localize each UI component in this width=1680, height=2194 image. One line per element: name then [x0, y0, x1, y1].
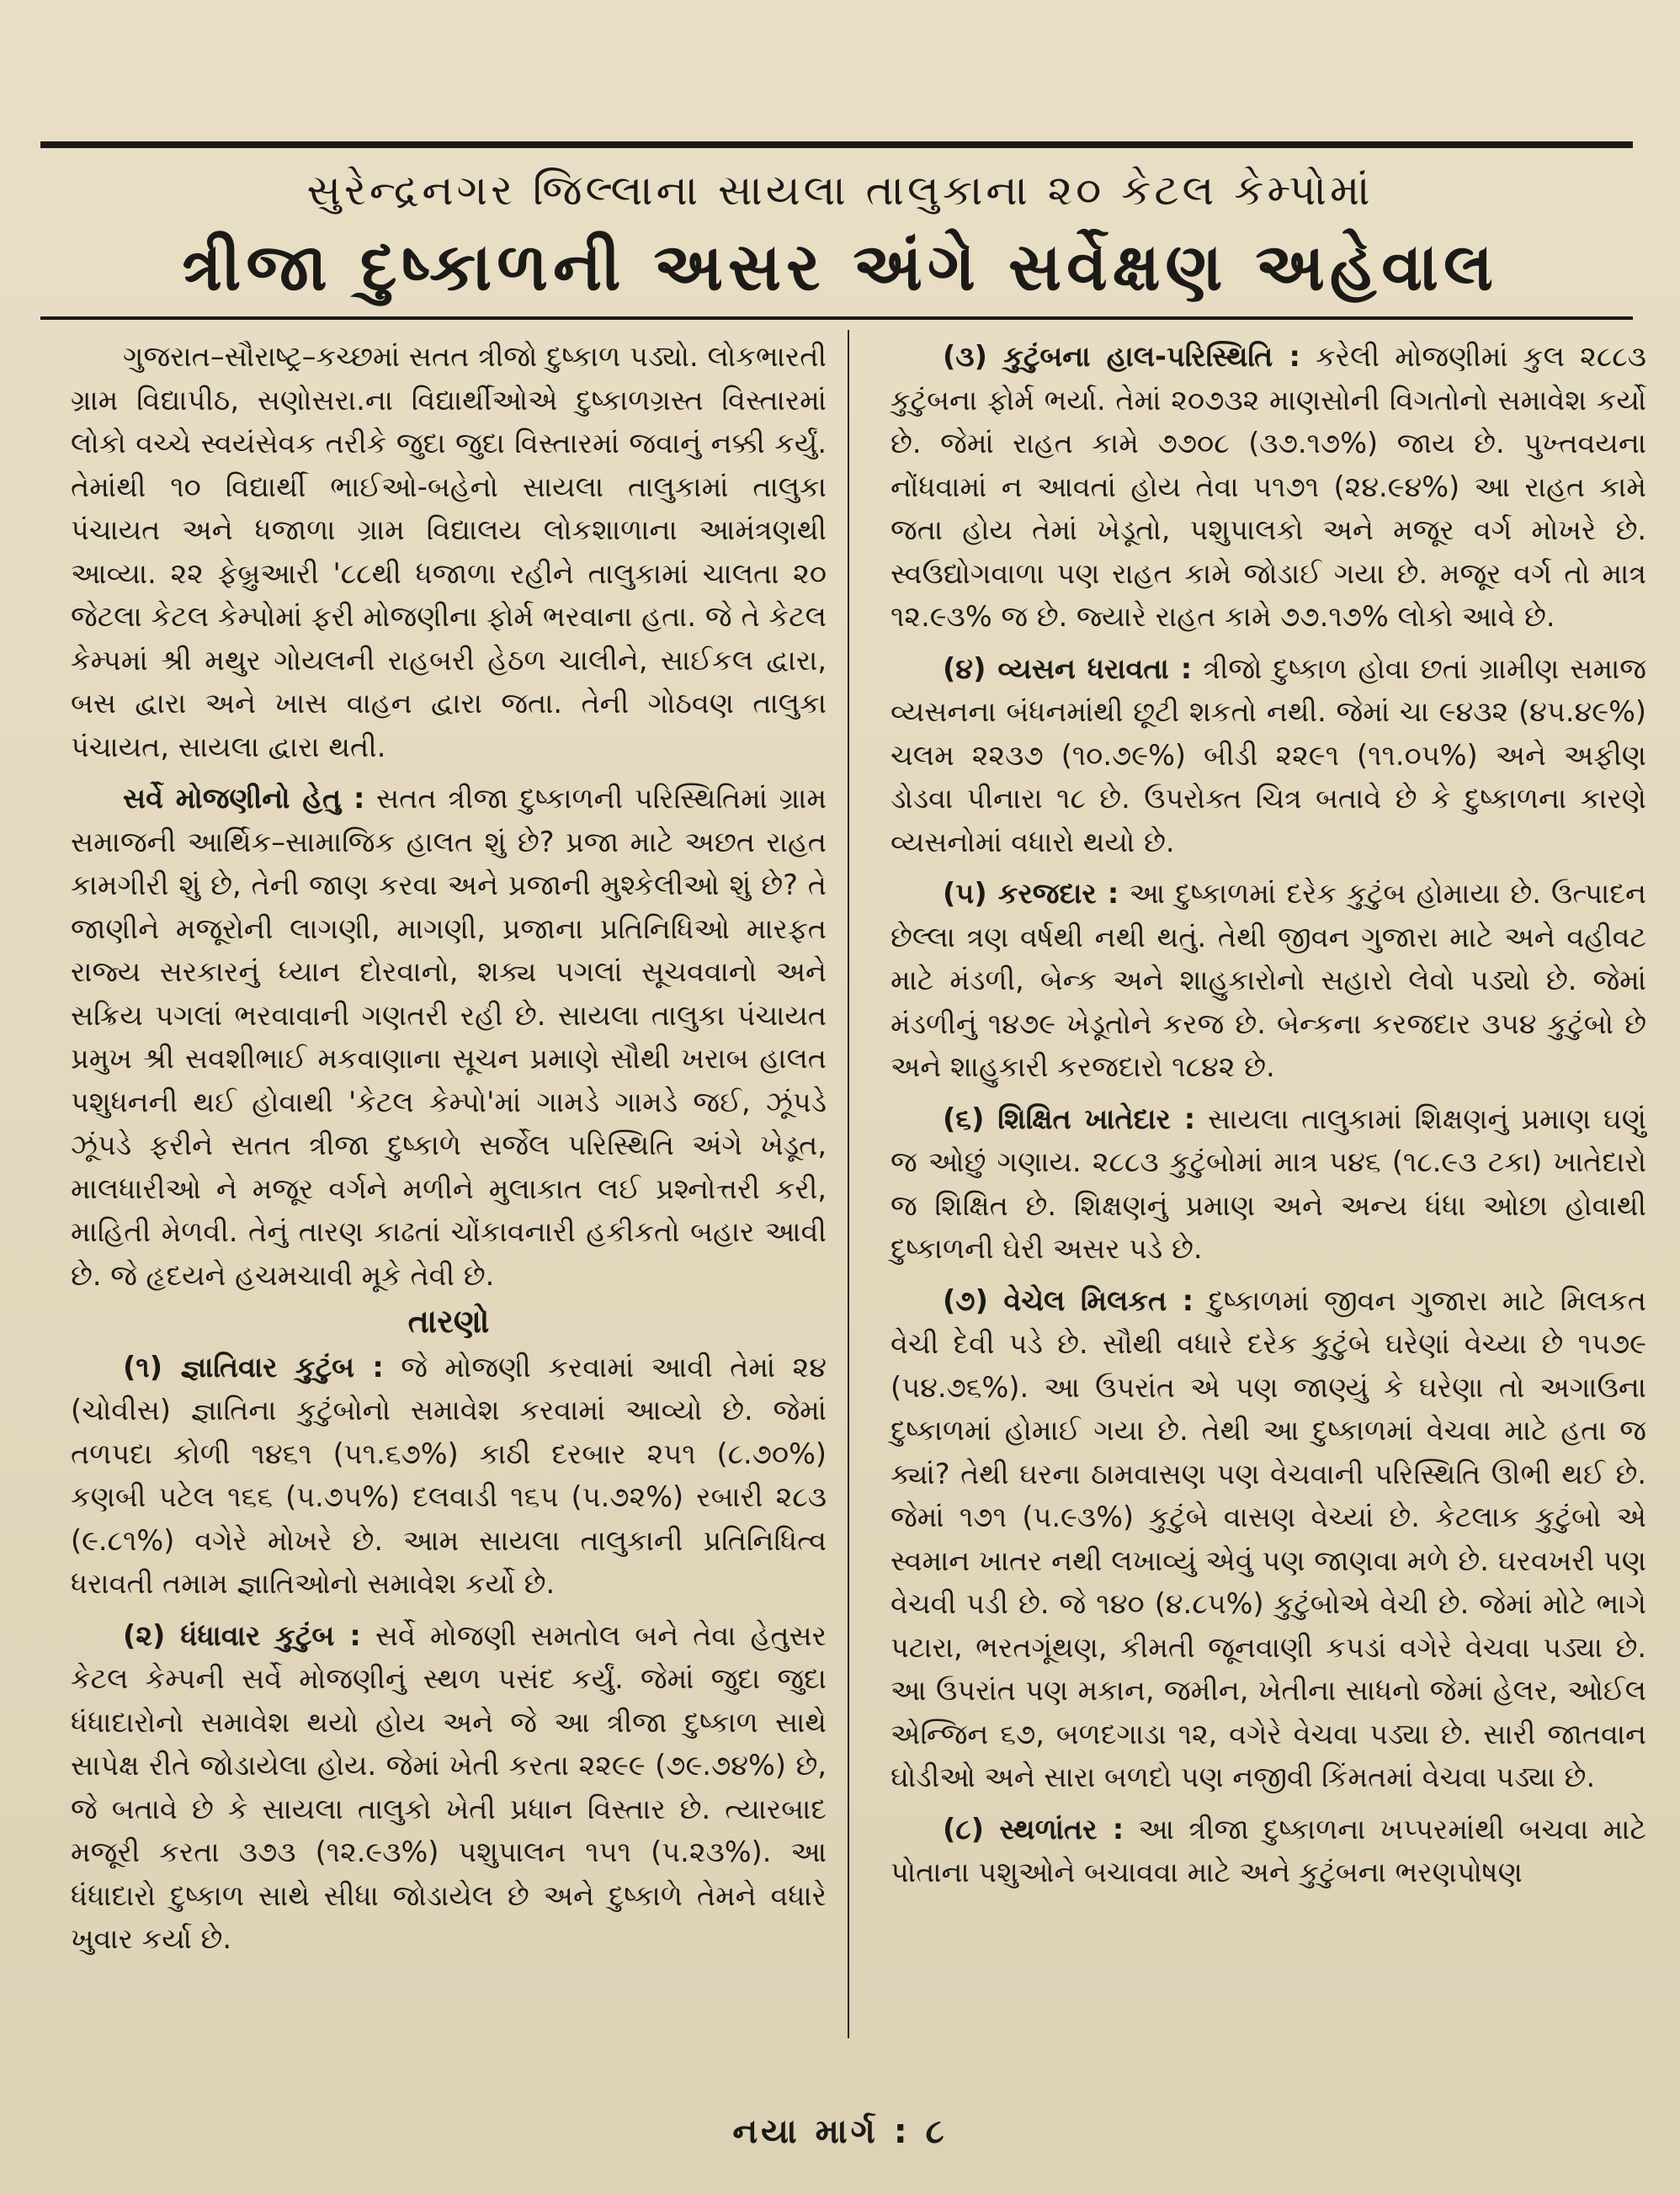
- section-sold-property: [891, 1279, 1646, 1799]
- right-column: [891, 335, 1646, 1894]
- intro-paragraph: ગુજરાત–સૌરાષ્ટ્ર–કચ્છમાં સતત ત્રીજો દુષ્કાળ પડ્યો. લોકભારતી ગ્રામ વિદ્યાપીઠ, સણોસરા.ના વિદ્યાર્થીઓએ દુષ્કાળગ્રસ્ત વિસ્તારમાં લોકો વચ્ચે સ્વયંસેવક તરીકે જુદા જુદા વિસ્તારમાં જવાનું નક્કી કર્યું. તેમાંથી ૧૦ વિદ્યાર્થી ભાઈઓ-બહેનો સાયલા તાલુકામાં તાલુકા પંચાયત અને ધજાળા ગ્રામ વિદ્યાલય લોકશાળાના આમંત્રણથી આવ્યા. ૨૨ ફેબ્રુઆરી '૮૮થી ધજાળા રહીને તાલુકામાં ચાલતા ૨૦ જેટલા કેટલ કેમ્પોમાં ફરી મોજણીના ફોર્મ ભરવાના હતા. જે તે કેટલ કેમ્પમાં શ્રી મથુર ગોયલની રાહબરી હેઠળ ચાલીને, સાઈકલ દ્વારા, બસ દ્વારા અને ખાસ વાહન દ્વારા જતા. તેની ગોઠવણ તાલુકા પંચાયત, સાયલા દ્વારા થતી.: [71, 340, 827, 763]
- header-bottom-rule: [40, 316, 1633, 320]
- section-2-label: (૨) ધંધાવાર કુટુંબ :: [123, 1618, 361, 1652]
- section-debtors: [891, 872, 1646, 1089]
- section-occupation-families: [71, 1614, 827, 1961]
- section-6-text: સાયલા તાલુકામાં શિક્ષણનું પ્રમાણ ઘણું જ ઓછું ગણાય. ૨૮૮૩ કુટુંબોમાં માત્ર ૫૪૬ (૧૮.૯૩ ટકા) ખાતેદારો જ શિક્ષિત છે. શિક્ષણનું પ્રમાણ અને અન્ય ધંધા ઓછા હોવાથી દુષ્કાળની ઘેરી અસર પડે છે.: [891, 1102, 1646, 1265]
- section-educated-holders: [891, 1097, 1646, 1271]
- headline-kicker: સુરેન્દ્રનગર જિલ્લાના સાયલા તાલુકાના ૨૦ કેટલ કેમ્પોમાં: [306, 166, 1374, 215]
- section-1-text: જે મોજણી કરવામાં આવી તેમાં ૨૪ (ચોવીસ) જ્ઞાતિના કુટુંબોનો સમાવેશ કરવામાં આવ્યો છે. જેમાં તળપદા કોળી ૧૪૬૧ (૫૧.૬૭%) કાઠી દરબાર ૨૫૧ (૮.૭૦%) કણબી પટેલ ૧૬૬ (૫.૭૫%) દલવાડી ૧૬૫ (૫.૭૨%) રબારી ૨૮૩ (૯.૮૧%) વગેરે મોખરે છે. આમ સાયલા તાલુકાની પ્રતિનિધિત્વ ધરાવતી તમામ જ્ઞાતિઓનો સમાવેશ કર્યો છે.: [71, 1350, 827, 1600]
- section-1-label: (૧) જ્ઞાતિવાર કુટુંબ :: [123, 1350, 384, 1384]
- headline-title: ત્રીજા દુષ્કાળની અસર અંગે સર્વેક્ષણ અહેવાલ: [182, 230, 1498, 305]
- purpose-text: સતત ત્રીજા દુષ્કાળની પરિસ્થિતિમાં ગ્રામ સમાજની આર્થિક–સામાજિક હાલત શું છે? પ્રજા માટે અછત રાહત કામગીરી શું છે, તેની જાણ કરવા અને પ્રજાની મુશ્કેલીઓ શું છે? તે જાણીને મજૂરોની લાગણી, માગણી, પ્રજાના પ્રતિનિધિઓ મારફત રાજ્ય સરકારનું ધ્યાન દોરવાનો, શક્ય પગલાં સૂચવવાનો અને સક્રિય પગલાં ભરવાવાની ગણતરી રહી છે. સાયલા તાલુકા પંચાયત પ્રમુખ શ્રી સવશીભાઈ મકવાણાના સૂચન પ્રમાણે સૌથી ખરાબ હાલત પશુધનની થઈ હોવાથી 'કેટલ કેમ્પો'માં ગામડે ગામડે જઈ, ઝૂંપડે ઝૂંપડે ફરીને સતત ત્રીજા દુષ્કાળે સર્જેલ પરિસ્થિતિ અંગે ખેડૂત, માલધારીઓ ને મજૂર વર્ગને મળીને મુલાકાત લઈ પ્રશ્નોત્તરી કરી, માહિતી મેળવી. તેનું તારણ કાઢતાં ચોંકાવનારી હકીકતો બહાર આવી છે. જે હૃદયને હચમચાવી મૂકે તેવી છે.: [71, 782, 827, 1292]
- section-addictions: [891, 647, 1646, 864]
- section-3-text: કરેલી મોજણીમાં કુલ ૨૮૮૩ કુટુંબના ફોર્મ ભર્યા. તેમાં ૨૦૭૩૨ માણસોની વિગતોનો સમાવેશ કર્યો છે. જેમાં રાહત કામે ૭૭૦૮ (૩૭.૧૭%) જાય છે. પુખ્તવયના નોંધવામાં ન આવતાં હોય તેવા ૫૧૭૧ (૨૪.૯૪%) આ રાહત કામે જતા હોય તેમાં ખેડૂતો, પશુપાલકો અને મજૂર વર્ગ મોખરે છે. સ્વઉદ્યોગવાળા પણ રાહત કામે જોડાઈ ગયા છે. મજૂર વર્ગ તો માત્ર ૧૨.૯૩% જ છે. જ્યારે રાહત કામે ૭૭.૧૭% લોકો આવે છે.: [891, 340, 1646, 633]
- section-family-condition: [891, 335, 1646, 639]
- findings-heading: તારણો: [407, 1303, 490, 1340]
- section-5-label: (૫) કરજદાર :: [943, 877, 1119, 910]
- section-4-label: (૪) વ્યસન ધરાવતા :: [943, 651, 1193, 685]
- section-7-label: (૭) વેચેલ મિલકત :: [943, 1283, 1194, 1317]
- left-column: [71, 335, 827, 1961]
- section-8-label: (૮) સ્થળાંતર :: [943, 1812, 1124, 1846]
- purpose-paragraph: [71, 777, 827, 1297]
- top-rule: [40, 141, 1633, 148]
- section-5-text: આ દુષ્કાળમાં દરેક કુટુંબ હોમાયા છે. ઉત્પાદન છેલ્લા ત્રણ વર્ષથી નથી થતું. તેથી જીવન ગુજારા માટે અને વહીવટ માટે મંડળી, બેન્ક અને શાહુકારોનો સહારો લેવો પડ્યો છે. જેમાં મંડળીનું ૧૪૭૯ ખેડૂતોને કરજ છે. બેન્કના કરજદાર ૩૫૪ કુટુંબો છે અને શાહુકારી કરજદારો ૧૮૪૨ છે.: [891, 877, 1646, 1083]
- section-8-text: આ ત્રીજા દુષ્કાળના ખપ્પરમાંથી બચવા માટે પોતાના પશુઓને બચાવવા માટે અને કુટુંબના ભરણપોષણ: [891, 1812, 1646, 1889]
- purpose-label: સર્વે મોજણીનો હેતુ :: [123, 782, 365, 815]
- section-4-text: ત્રીજો દુષ્કાળ હોવા છતાં ગ્રામીણ સમાજ વ્યસનના બંધનમાંથી છૂટી શકતો નથી. જેમાં ચા ૯૪૩૨ (૪૫.૪૯%) ચલમ ૨૨૩૭ (૧૦.૭૯%) બીડી ૨૨૯૧ (૧૧.૦૫%) અને અફીણ ડોડવા પીનારા ૧૮ છે. ઉપરોક્ત ચિત્ર બતાવે છે કે દુષ્કાળના કારણે વ્યસનોમાં વધારો થયો છે.: [891, 651, 1646, 858]
- section-3-label: (૩) કુટુંબના હાલ-પરિસ્થિતિ :: [943, 340, 1300, 373]
- section-migration: [891, 1808, 1646, 1894]
- column-divider: [848, 330, 849, 2038]
- section-caste-families: [71, 1346, 827, 1606]
- section-6-label: (૬) શિક્ષિત ખાતેદાર :: [943, 1102, 1196, 1135]
- page-folio: નયા માર્ગ : ૮: [732, 2112, 948, 2151]
- section-2-text: સર્વે મોજણી સમતોલ બને તેવા હેતુસર કેટલ કેમ્પની સર્વે મોજણીનું સ્થળ પસંદ કર્યું. જેમાં જુદા જુદા ધંધાદારોનો સમાવેશ થયો હોય અને જે આ ત્રીજા દુષ્કાળ સાથે સાપેક્ષ રીતે જોડાયેલા હોય. જેમાં ખેતી કરતા ૨૨૯૯ (૭૯.૭૪%) છે, જે બતાવે છે કે સાયલા તાલુકો ખેતી પ્રધાન વિસ્તાર છે. ત્યારબાદ મજૂરી કરતા ૩૭૩ (૧૨.૯૩%) પશુપાલન ૧૫૧ (૫.૨૩%). આ ધંધાદારો દુષ્કાળ સાથે સીધા જોડાયેલ છે અને દુષ્કાળે તેમને વધારે ખુવાર કર્યા છે.: [71, 1618, 827, 1955]
- section-7-text: દુષ્કાળમાં જીવન ગુજારા માટે મિલકત વેચી દેવી પડે છે. સૌથી વધારે દરેક કુટુંબે ઘરેણાં વેચ્યા છે ૧૫૭૯ (૫૪.૭૬%). આ ઉપરાંત એ પણ જાણ્યું કે ઘરેણા તો અગાઉના દુષ્કાળમાં હોમાઈ ગયા છે. તેથી આ દુષ્કાળમાં વેચવા માટે હતા જ ક્યાં? તેથી ઘરના ઠામવાસણ પણ વેચવાની પરિસ્થિતિ ઊભી થઈ છે. જેમાં ૧૭૧ (૫.૯૩%) કુટુંબે વાસણ વેચ્યાં છે. કેટલાક કુટુંબો એ સ્વમાન ખાતર નથી લખાવ્યું એવું પણ જાણવા મળે છે. ઘરવખરી પણ વેચવી પડી છે. જે ૧૪૦ (૪.૮૫%) કુટુંબોએ વેચી છે. જેમાં મોટે ભાગે પટારા, ભરતગૂંથણ, કીમતી જૂનવાણી કપડાં વગેરે વેચવા પડ્યા છે. આ ઉપરાંત પણ મકાન, જમીન, ખેતીના સાધનો જેમાં હેલર, ઓઈલ એન્જિન ૬૭, બળદગાડા ૧૨, વગેરે વેચવા પડ્યા છે. સારી જાતવાન ઘોડીઓ અને સારા બળદો પણ નજીવી કિંમતમાં વેચવા પડ્યા છે.: [891, 1283, 1646, 1793]
